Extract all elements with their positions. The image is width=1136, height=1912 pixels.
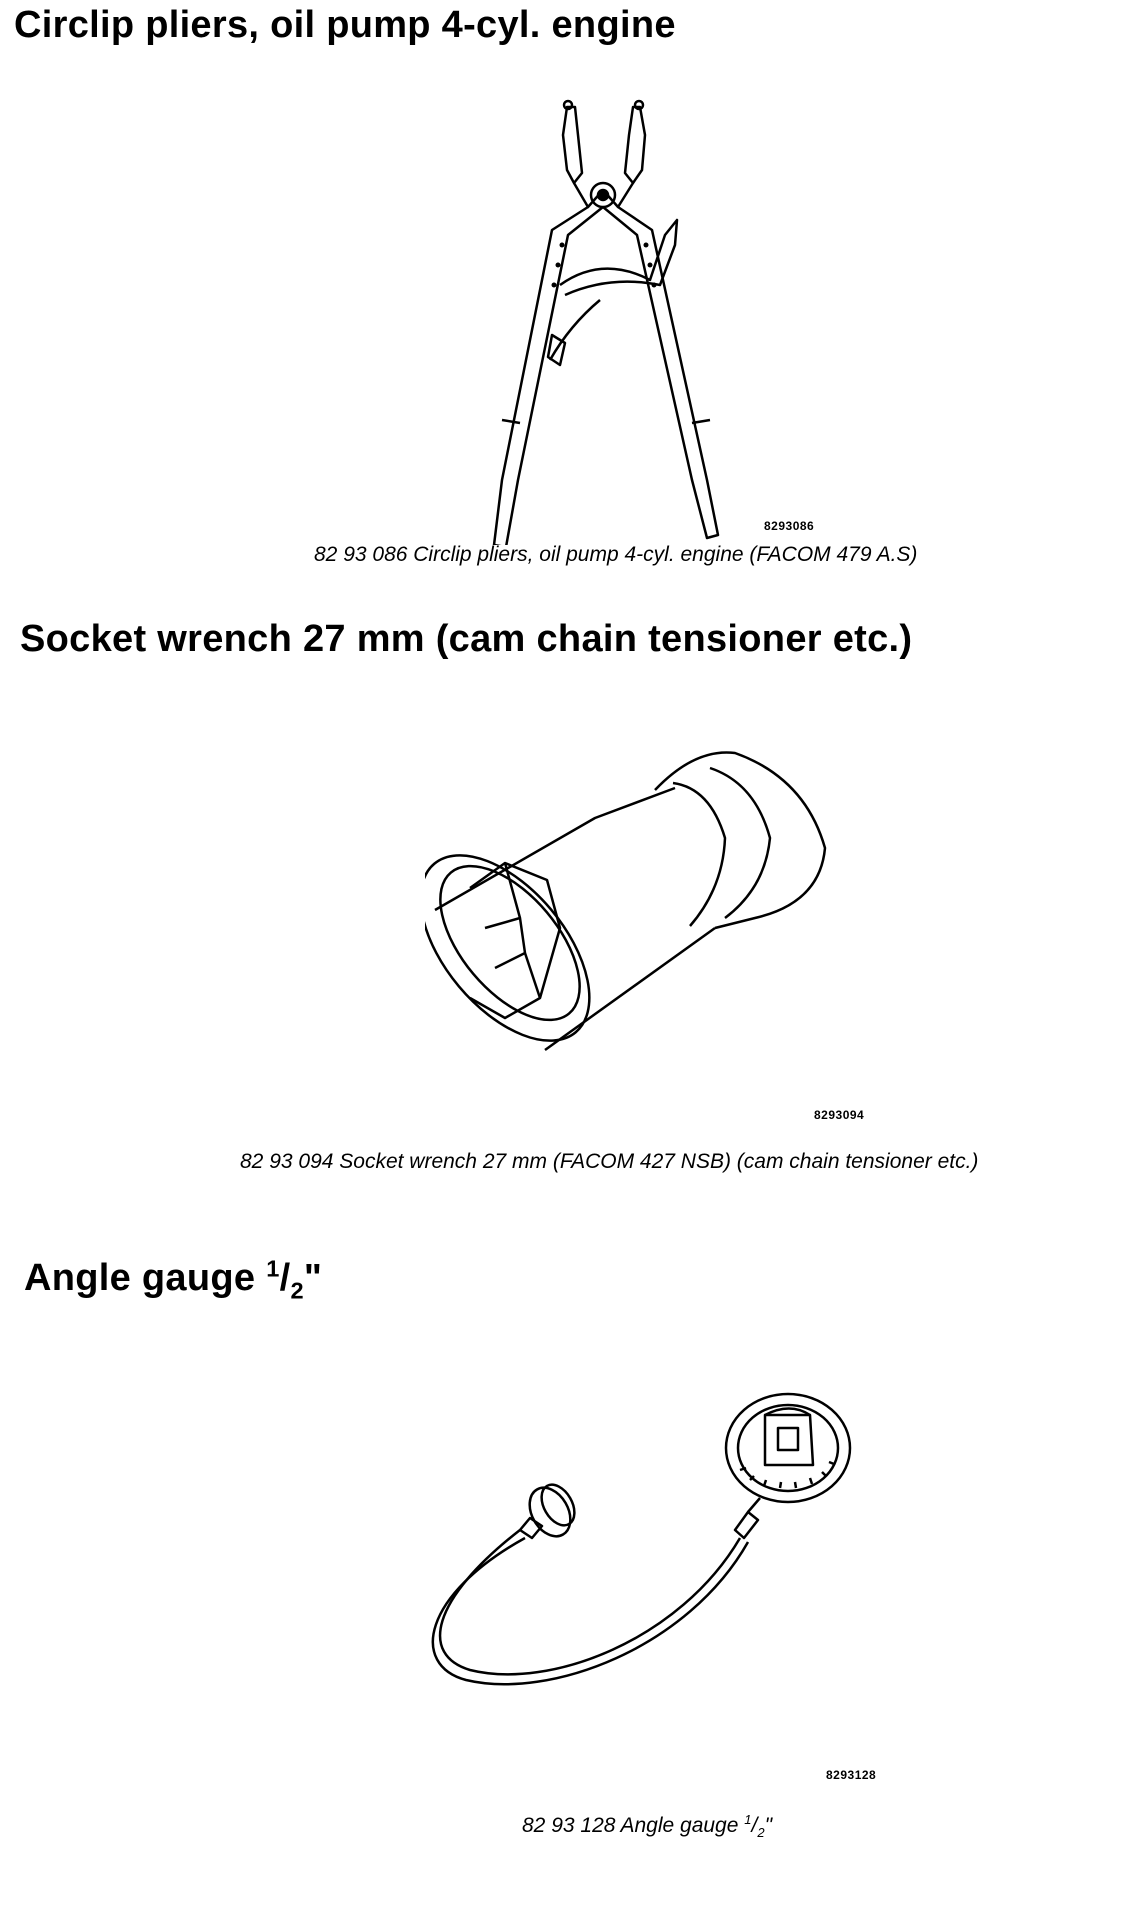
fraction-denominator: 2 [290, 1277, 304, 1304]
angle-gauge-illustration [430, 1380, 870, 1690]
socket-wrench-illustration [425, 728, 845, 1068]
inch-mark: " [303, 1257, 323, 1299]
circlip-pliers-illustration [470, 95, 760, 545]
image-code-socket-wrench: 8293094 [814, 1108, 865, 1122]
image-code-angle-gauge: 8293128 [826, 1768, 877, 1782]
caption-inch-mark: " [764, 1814, 773, 1837]
caption-socket-wrench: 82 93 094 Socket wrench 27 mm (FACOM 427 NSB) (cam chain tensioner etc.) [240, 1150, 979, 1173]
caption-fraction-numerator: 1 [744, 1812, 752, 1827]
fraction-numerator: 1 [266, 1255, 280, 1282]
section-title-circlip-pliers: Circlip pliers, oil pump 4-cyl. engine [14, 4, 676, 46]
title-text: Angle gauge [24, 1257, 267, 1299]
section-title-angle-gauge: Angle gauge $^1/_2$" [24, 1255, 323, 1304]
caption-angle-gauge: 82 93 128 Angle gauge $^1/_2$" [522, 1812, 773, 1841]
caption-fraction-denominator: 2 [757, 1825, 765, 1841]
caption-text: 82 93 128 Angle gauge [522, 1814, 745, 1837]
section-title-socket-wrench: Socket wrench 27 mm (cam chain tensioner etc.) [20, 618, 913, 660]
caption-circlip-pliers: 82 93 086 Circlip pliers, oil pump 4-cyl. engine (FACOM 479 A.S) [314, 543, 918, 566]
image-code-circlip-pliers: 8293086 [764, 519, 815, 533]
